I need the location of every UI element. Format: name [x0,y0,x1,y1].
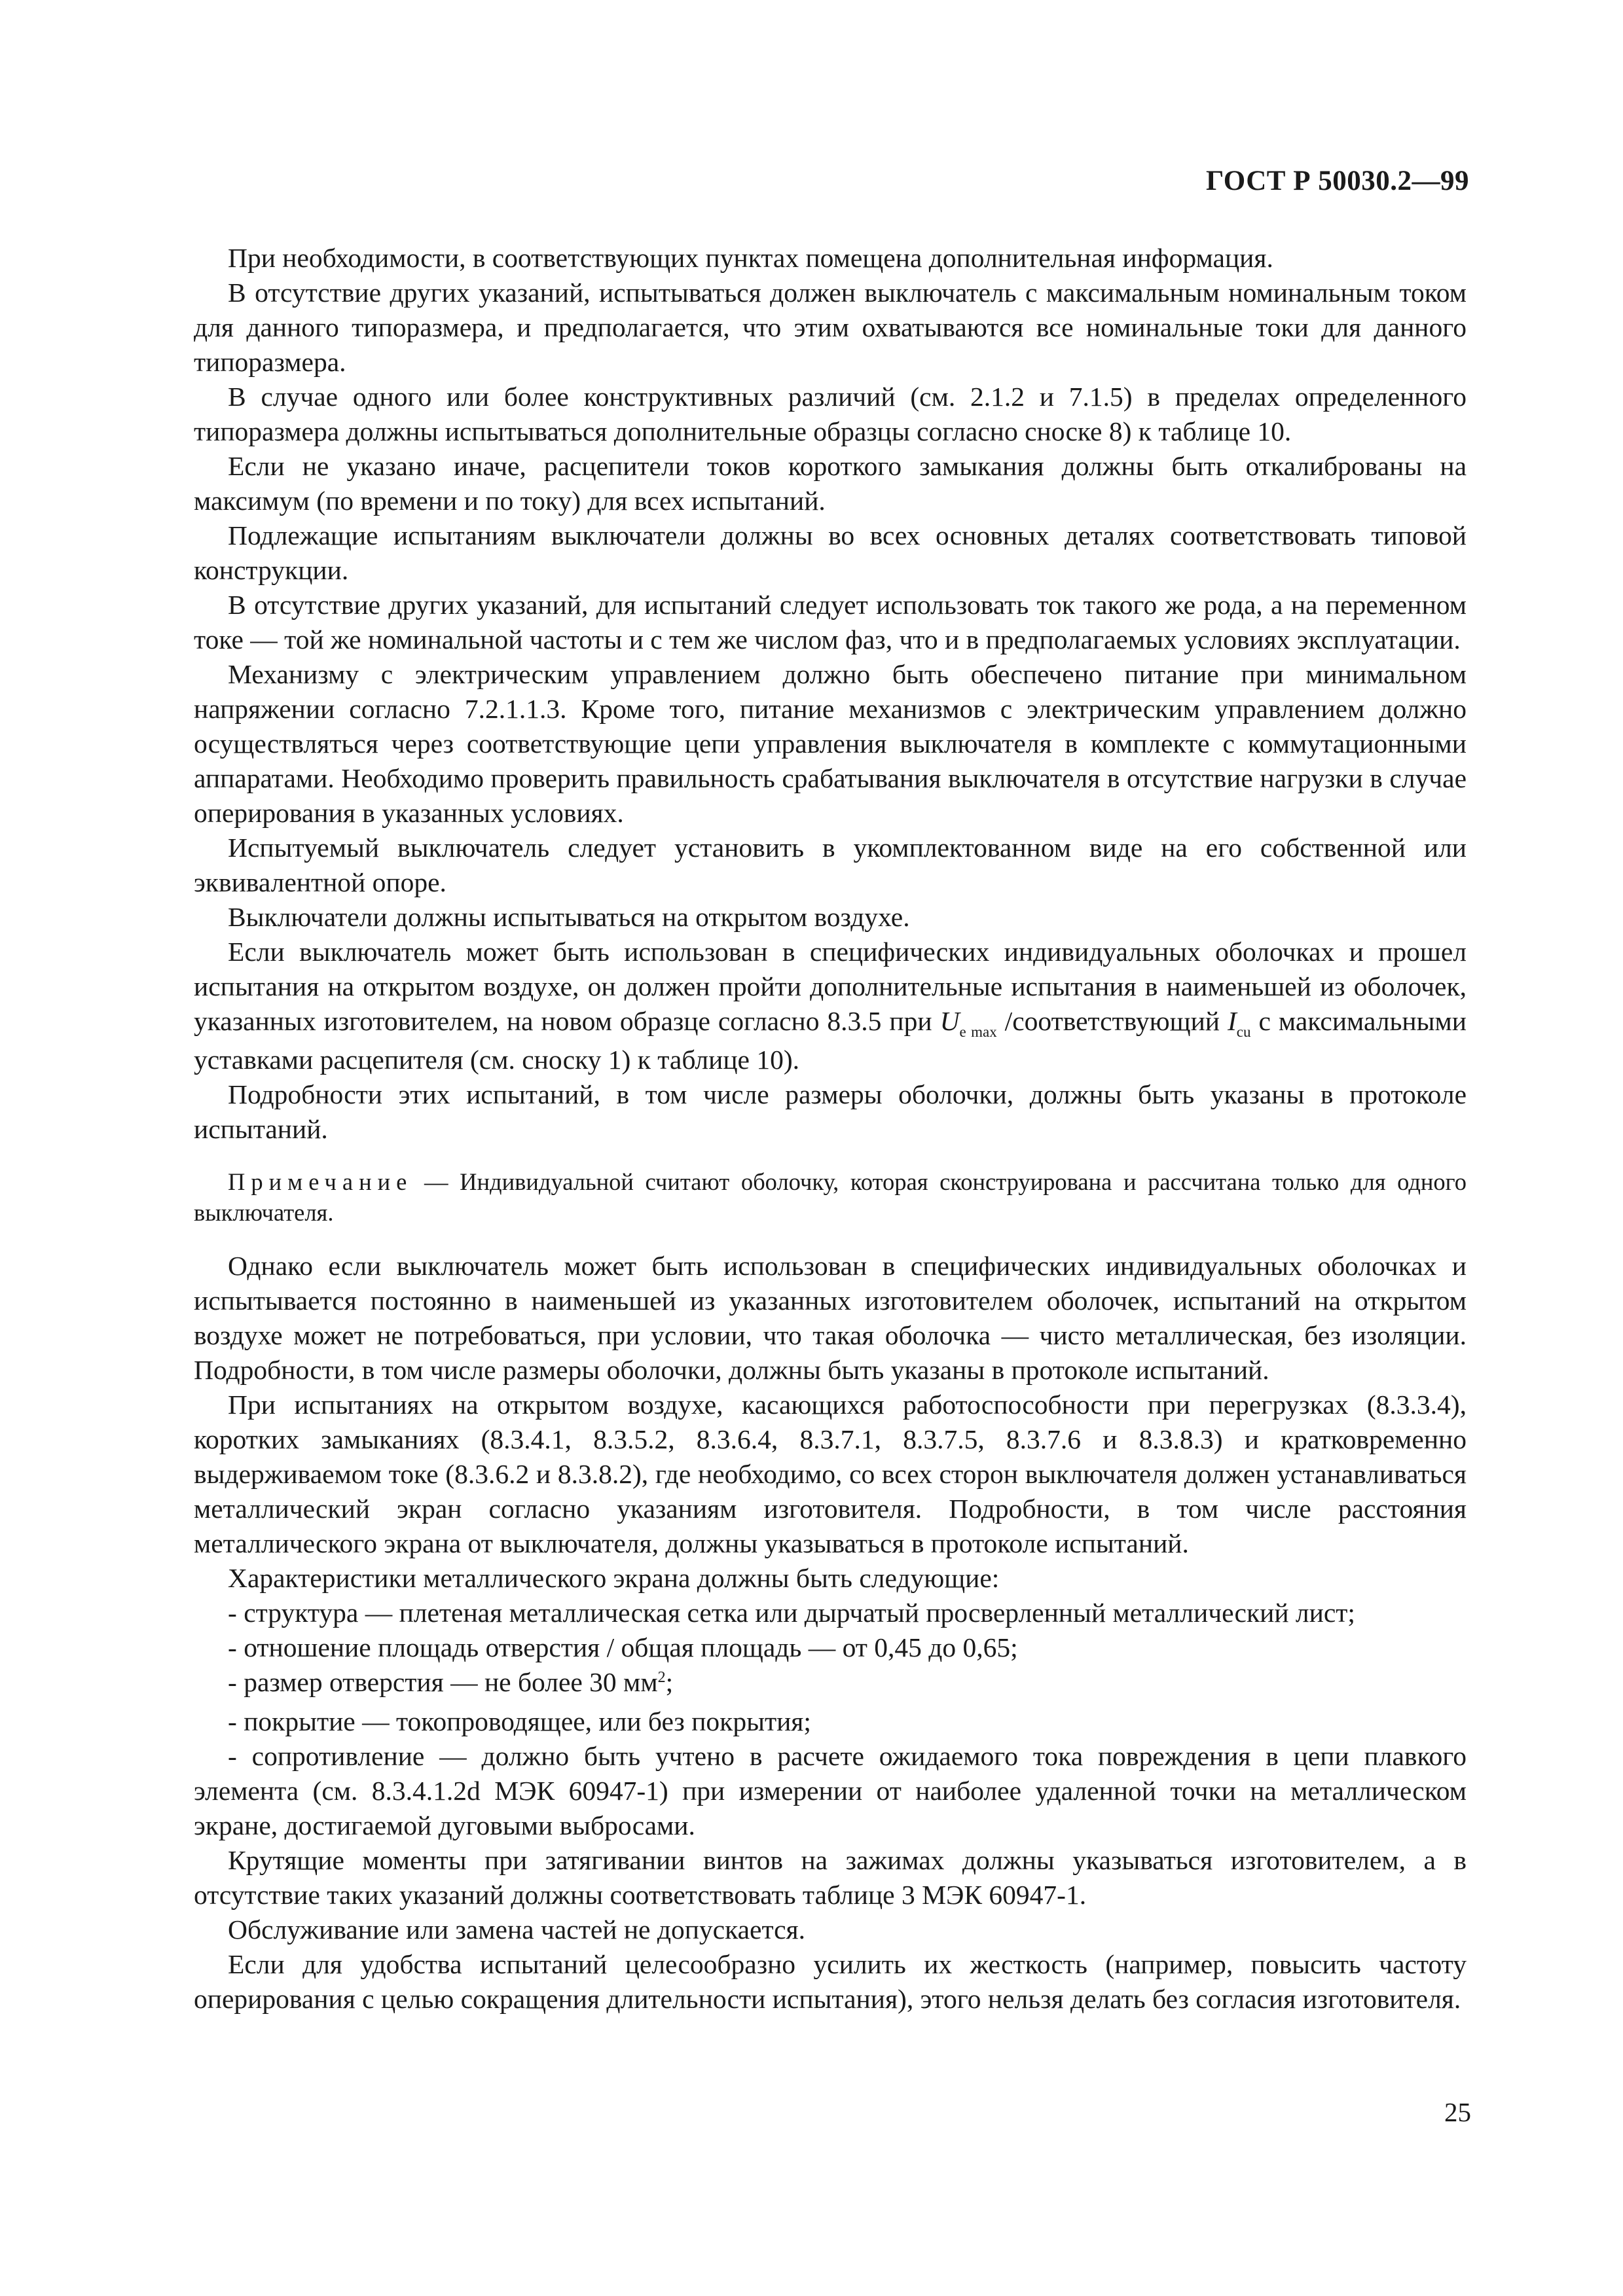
paragraph: При испытаниях на открытом воздухе, касающихся работоспособности при перегрузках (8.3.3.4), коротких замыканиях (8.3.4.1, 8.3.5.2, 8.3.6.4, 8.3.7.1, 8.3.7.5, 8.3.7.6 и 8.3.8.3) и кратковременно выдерживаемом токе (8.3.6.2 и 8.3.8.2), где необходимо, со всех сторон выключателя должен устанавливаться металлический экран согласно указаниям изготовителя. Подробности, в том числе расстояния металлического экрана от выключателя, должны указываться в протоколе испытаний. [194,1390,1467,1558]
paragraph: Обслуживание или замена частей не допускается. [228,1914,805,1945]
paragraph: В отсутствие других указаний, для испытаний следует использовать ток такого же рода, а на переменном токе — той же номинальной частоты и с тем же числом фаз, что и в предполагаемых условиях эксплуатации. [194,590,1467,655]
paragraph: Однако если выключатель может быть использован в специфических индивидуальных оболочках и испытывается постоянно в наименьшей из указанных изготовителем оболочек, испытаний на открытом воздухе может не потребоваться, при условии, что такая оболочка — чисто металлическая, без изоляции. Подробности, в том числе размеры оболочки, должны быть указаны в протоколе испытаний. [194,1251,1467,1385]
list-item: - сопротивление — должно быть учтено в расчете ожидаемого тока повреждения в цепи плавкого элемента (см. 8.3.4.1.2d МЭК 60947-1) при измерении от наиболее удаленной точки на металлическом экране, достигаемой дуговыми выбросами. [194,1741,1467,1840]
text-run: /соответствующий [996,1006,1228,1036]
list-item [194,1665,1467,1704]
note-lead: Примечание [228,1168,413,1195]
note [194,1166,1467,1228]
note-text: — Индивидуальной считают оболочку, которая сконструирована и рассчитана только для одного выключателя. [194,1168,1467,1226]
paragraph: Если для удобства испытаний целесообразно усилить их жесткость (например, повысить частоту оперирования с целью сокращения длительности испытания), этого нельзя делать без согласия изготовителя. [194,1949,1467,2014]
list-item: - отношение площадь отверстия / общая площадь — от 0,45 до 0,65; [228,1632,1018,1662]
paragraph: В отсутствие других указаний, испытываться должен выключатель с максимальным номинальным током для данного типоразмера, и предполагается, что этим охватываются все номинальные токи для данного типоразмера. [194,278,1467,377]
page-header: ГОСТ Р 50030.2—99 [1205,166,1469,196]
list-item: - покрытие — токопроводящее, или без покрытия; [228,1706,811,1736]
paragraph: Подробности этих испытаний, в том числе размеры оболочки, должны быть указаны в протоколе испытаний. [194,1079,1467,1144]
subscript-e-max: e max [959,1024,997,1040]
list-tail: ; [665,1667,674,1697]
list-text: - размер отверстия — не более 30 мм [228,1667,658,1697]
symbol-u: U [939,1006,960,1036]
paragraph: Механизму с электрическим управлением должно быть обеспечено питание при минимальном напряжении согласно 7.2.1.1.3. Кроме того, питание механизмов с электрическим управлением должно осуществляться через соответствующие цепи управления выключателя в комплекте с коммутационными аппаратами. Необходимо проверить правильность срабатывания выключателя в отсутствие нагрузки в случае оперирования в указанных условиях. [194,659,1467,828]
subscript-cu: cu [1236,1024,1251,1040]
paragraph: Испытуемый выключатель следует установить в укомплектованном виде на его собственной или эквивалентной опоре. [194,833,1467,897]
paragraph: Крутящие моменты при затягивании винтов на зажимах должны указываться изготовителем, а в отсутствие таких указаний должны соответствовать таблице 3 МЭК 60947-1. [194,1845,1467,1910]
symbol-i: I [1227,1006,1237,1036]
paragraph: Если не указано иначе, расцепители токов короткого замыкания должны быть откалиброваны на максимум (по времени и по току) для всех испытаний. [194,451,1467,516]
document-body [194,241,1467,2017]
list-item: - структура — плетеная металлическая сетка или дырчатый просверленный металлический лист; [228,1598,1355,1628]
paragraph: Подлежащие испытаниям выключатели должны во всех основных деталях соответствовать типовой конструкции. [194,520,1467,585]
paragraph-enclosure [194,935,1467,1077]
text-run: Если выключатель может быть использован в специфических индивидуальных оболочках и прошел испытания на открытом воздухе, он должен пройти дополнительные испытания в наименьшей из оболочек, указанных изготовителем, на новом образце согласно 8.3.5 при [194,937,1467,1036]
superscript: 2 [657,1669,666,1686]
paragraph: Характеристики металлического экрана должны быть следующие: [228,1563,1000,1593]
paragraph: В случае одного или более конструктивных различий (см. 2.1.2 и 7.1.5) в пределах определенного типоразмера должны испытываться дополнительные образцы согласно сноске 8) к таблице 10. [194,382,1467,446]
text-run: с максимальными уставками расцепителя (см. сноску 1) к таблице 10). [194,1006,1467,1075]
paragraph: При необходимости, в соответствующих пунктах помещена дополнительная информация. [228,243,1273,273]
paragraph: Выключатели должны испытываться на открытом воздухе. [228,902,910,932]
page-number: 25 [1444,2097,1471,2127]
